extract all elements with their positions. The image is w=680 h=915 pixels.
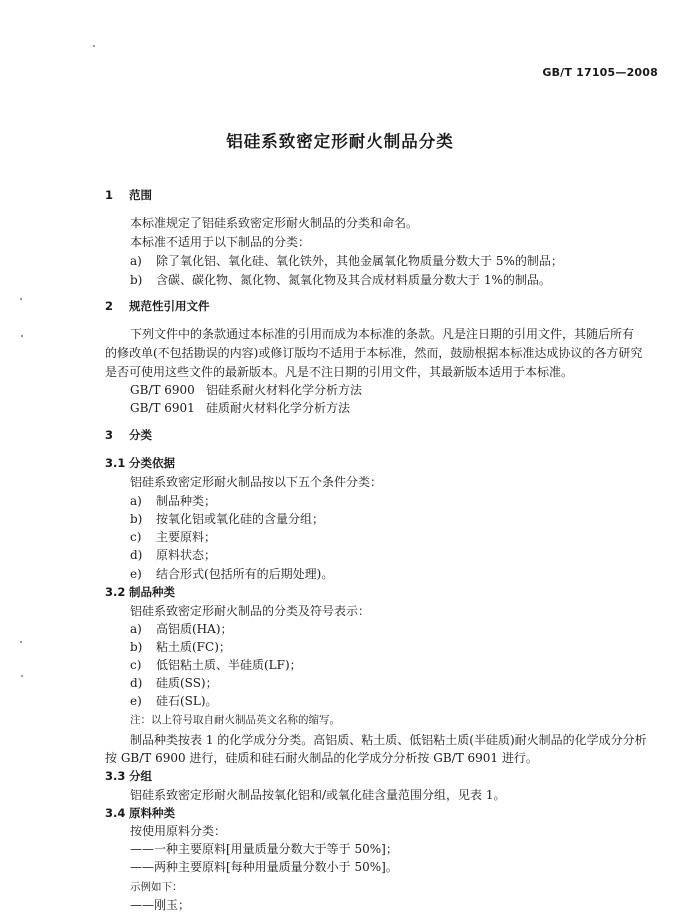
list-text: 硅石(SL)。 — [156, 694, 218, 708]
list-item — [130, 493, 216, 509]
list-text: 粘土质(FC)； — [156, 640, 231, 654]
list-item — [130, 272, 551, 288]
list-text: 原料状态； — [156, 548, 217, 562]
list-marker: a) — [130, 494, 142, 508]
section-3-heading — [105, 427, 152, 443]
dash-item: ——一种主要原料[用量质量分数大于等于 50%]； — [130, 842, 398, 856]
list-text: 除了氧化铝、氧化硅、氧化铁外，其他金属氧化物质量分数大于 5%的制品； — [156, 254, 563, 268]
reference-title: 铝硅系耐火材料化学分析方法 — [206, 383, 363, 397]
section-number: 3 — [105, 428, 114, 442]
reference-code: GB/T 6901 — [130, 401, 195, 415]
section-number: 1 — [105, 188, 114, 202]
paragraph-line: 按 GB/T 6900 进行，硅质和硅石耐火制品的化学成分分析按 GB/T 6901 进行。 — [105, 751, 538, 765]
paragraph-line: 是否可使用这些文件的最新版本。凡是不注日期的引用文件，其最新版本适用于本标准。 — [105, 365, 574, 379]
section-number: 3.3 — [105, 769, 126, 783]
list-item — [130, 657, 302, 673]
paragraph: 铝硅系致密定形耐火制品按氧化铝和/或氧化硅含量范围分组，见表 1。 — [130, 788, 506, 802]
section-title: 分类 — [129, 428, 152, 442]
list-marker: b) — [130, 273, 143, 287]
list-text: 低铝粘土质、半硅质(LF)； — [156, 658, 302, 672]
list-marker: c) — [130, 658, 142, 672]
scan-speck — [20, 641, 22, 643]
section-title: 分组 — [129, 769, 152, 783]
section-3-4-heading — [105, 805, 175, 821]
section-number: 2 — [105, 299, 114, 313]
paragraph: 本标准不适用于以下制品的分类： — [130, 235, 311, 249]
document-title: 铝硅系致密定形耐火制品分类 — [226, 132, 454, 151]
section-2-heading — [105, 298, 210, 314]
section-title: 规范性引用文件 — [129, 299, 210, 313]
paragraph-line: 的修改单(不包括勘误的内容)或修订版均不适用于本标准，然而，鼓励根据本标准达成协议的各方研究 — [105, 346, 643, 360]
scan-speck — [20, 298, 22, 300]
paragraph-line: 下列文件中的条款通过本标准的引用而成为本标准的条款。凡是注日期的引用文件，其随后所有 — [130, 327, 635, 341]
reference-item — [130, 382, 362, 398]
list-marker: e) — [130, 567, 142, 581]
scan-speck — [93, 45, 95, 47]
list-item — [130, 547, 216, 563]
list-text: 硅质(SS)； — [156, 676, 218, 690]
paragraph: 铝硅系致密定形耐火制品按以下五个条件分类： — [130, 475, 383, 489]
list-text: 含碳、碳化物、氮化物、氮氧化物及其合成材料质量分数大于 1%的制品。 — [156, 273, 551, 287]
paragraph: 铝硅系致密定形耐火制品的分类及符号表示： — [130, 604, 371, 618]
list-item — [130, 566, 333, 582]
section-3-1-heading — [105, 455, 175, 471]
list-marker: a) — [130, 622, 142, 636]
scan-speck — [21, 675, 23, 677]
list-item — [130, 253, 563, 269]
note: 注：以上符号取自耐火制品英文名称的缩写。 — [130, 714, 340, 726]
list-marker: d) — [130, 548, 143, 562]
section-3-3-heading — [105, 768, 152, 784]
section-1-heading — [105, 187, 152, 203]
reference-item — [130, 400, 350, 416]
list-item — [130, 675, 218, 691]
list-text: 高铝质(HA)； — [156, 622, 233, 636]
scan-speck — [21, 335, 23, 337]
section-title: 制品种类 — [129, 585, 175, 599]
standard-code: GB/T 17105—2008 — [542, 66, 658, 79]
list-text: 制品种类； — [156, 494, 217, 508]
list-marker: b) — [130, 512, 143, 526]
list-item — [130, 693, 218, 709]
list-marker: e) — [130, 694, 142, 708]
section-title: 范围 — [129, 188, 152, 202]
dash-item: ——两种主要原料[每种用量质量分数小于 50%]。 — [130, 860, 398, 874]
dash-item: ——刚玉； — [130, 898, 191, 912]
reference-code: GB/T 6900 — [130, 383, 195, 397]
paragraph-line: 制品种类按表 1 的化学成分分类。高铝质、粘土质、低铝粘土质(半硅质)耐火制品的化学成分分析 — [130, 733, 647, 747]
example-label: 示例如下： — [130, 881, 183, 893]
section-3-2-heading — [105, 584, 175, 600]
section-title: 原料种类 — [129, 806, 175, 820]
list-item — [130, 639, 231, 655]
list-marker: a) — [130, 254, 142, 268]
list-text: 主要原料； — [156, 530, 217, 544]
list-text: 按氧化铝或氧化硅的含量分组； — [156, 512, 325, 526]
section-number: 3.4 — [105, 806, 126, 820]
section-number: 3.1 — [105, 456, 126, 470]
list-marker: b) — [130, 640, 143, 654]
list-item — [130, 529, 216, 545]
list-item — [130, 511, 324, 527]
list-text: 结合形式(包括所有的后期处理)。 — [156, 567, 334, 581]
list-item — [130, 621, 233, 637]
list-marker: d) — [130, 676, 143, 690]
section-title: 分类依据 — [129, 456, 175, 470]
paragraph: 本标准规定了铝硅系致密定形耐火制品的分类和命名。 — [130, 216, 419, 230]
reference-title: 硅质耐火材料化学分析方法 — [206, 401, 351, 415]
paragraph: 按使用原料分类： — [130, 824, 227, 838]
section-number: 3.2 — [105, 585, 126, 599]
list-marker: c) — [130, 530, 142, 544]
